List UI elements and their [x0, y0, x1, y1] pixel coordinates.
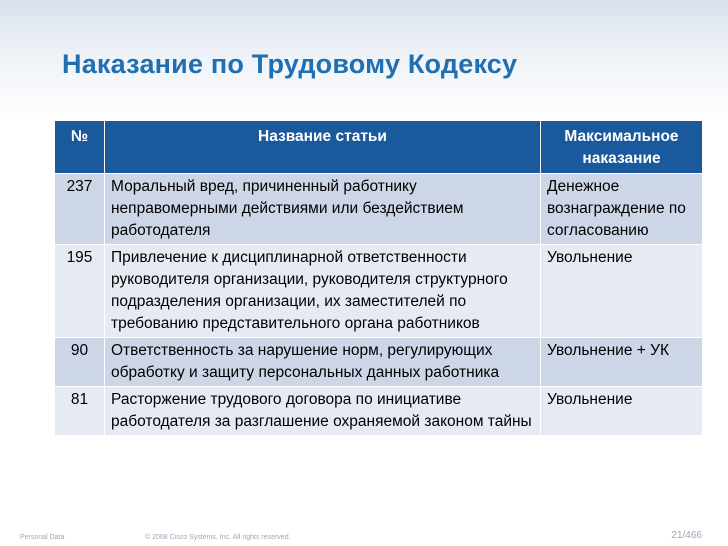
article-name: Привлечение к дисциплинарной ответственности руководителя организации, руководителя структурного подразделения организации, их заместителей по требованию представительного органа работников	[105, 245, 541, 338]
article-name: Ответственность за нарушение норм, регулирующих обработку и защиту персональных данных работника	[105, 338, 541, 387]
header-number: №	[55, 121, 105, 174]
page-number: 21/466	[671, 530, 702, 541]
article-name: Моральный вред, причиненный работнику неправомерными действиями или бездействием работодателя	[105, 174, 541, 245]
table-row	[55, 245, 703, 338]
punishment-table	[54, 120, 703, 436]
table-row	[55, 387, 703, 436]
article-number: 195	[55, 245, 105, 338]
table-row	[55, 338, 703, 387]
table-row	[55, 174, 703, 245]
article-number: 237	[55, 174, 105, 245]
table-header-row	[55, 121, 703, 174]
max-penalty: Увольнение	[541, 387, 703, 436]
header-max-penalty: Максимальное наказание	[541, 121, 703, 174]
max-penalty: Увольнение + УК	[541, 338, 703, 387]
article-name: Расторжение трудового договора по инициативе работодателя за разглашение охраняемой законом тайны	[105, 387, 541, 436]
header-article-name: Название статьи	[105, 121, 541, 174]
footer-copyright: © 2008 Cisco Systems, Inc. All rights reserved.	[145, 534, 291, 541]
max-penalty: Денежное вознаграждение по согласованию	[541, 174, 703, 245]
slide-title: Наказание по Трудовому Кодексу	[62, 49, 518, 79]
max-penalty: Увольнение	[541, 245, 703, 338]
footer-topic: Personal Data	[20, 534, 65, 541]
article-number: 90	[55, 338, 105, 387]
article-number: 81	[55, 387, 105, 436]
